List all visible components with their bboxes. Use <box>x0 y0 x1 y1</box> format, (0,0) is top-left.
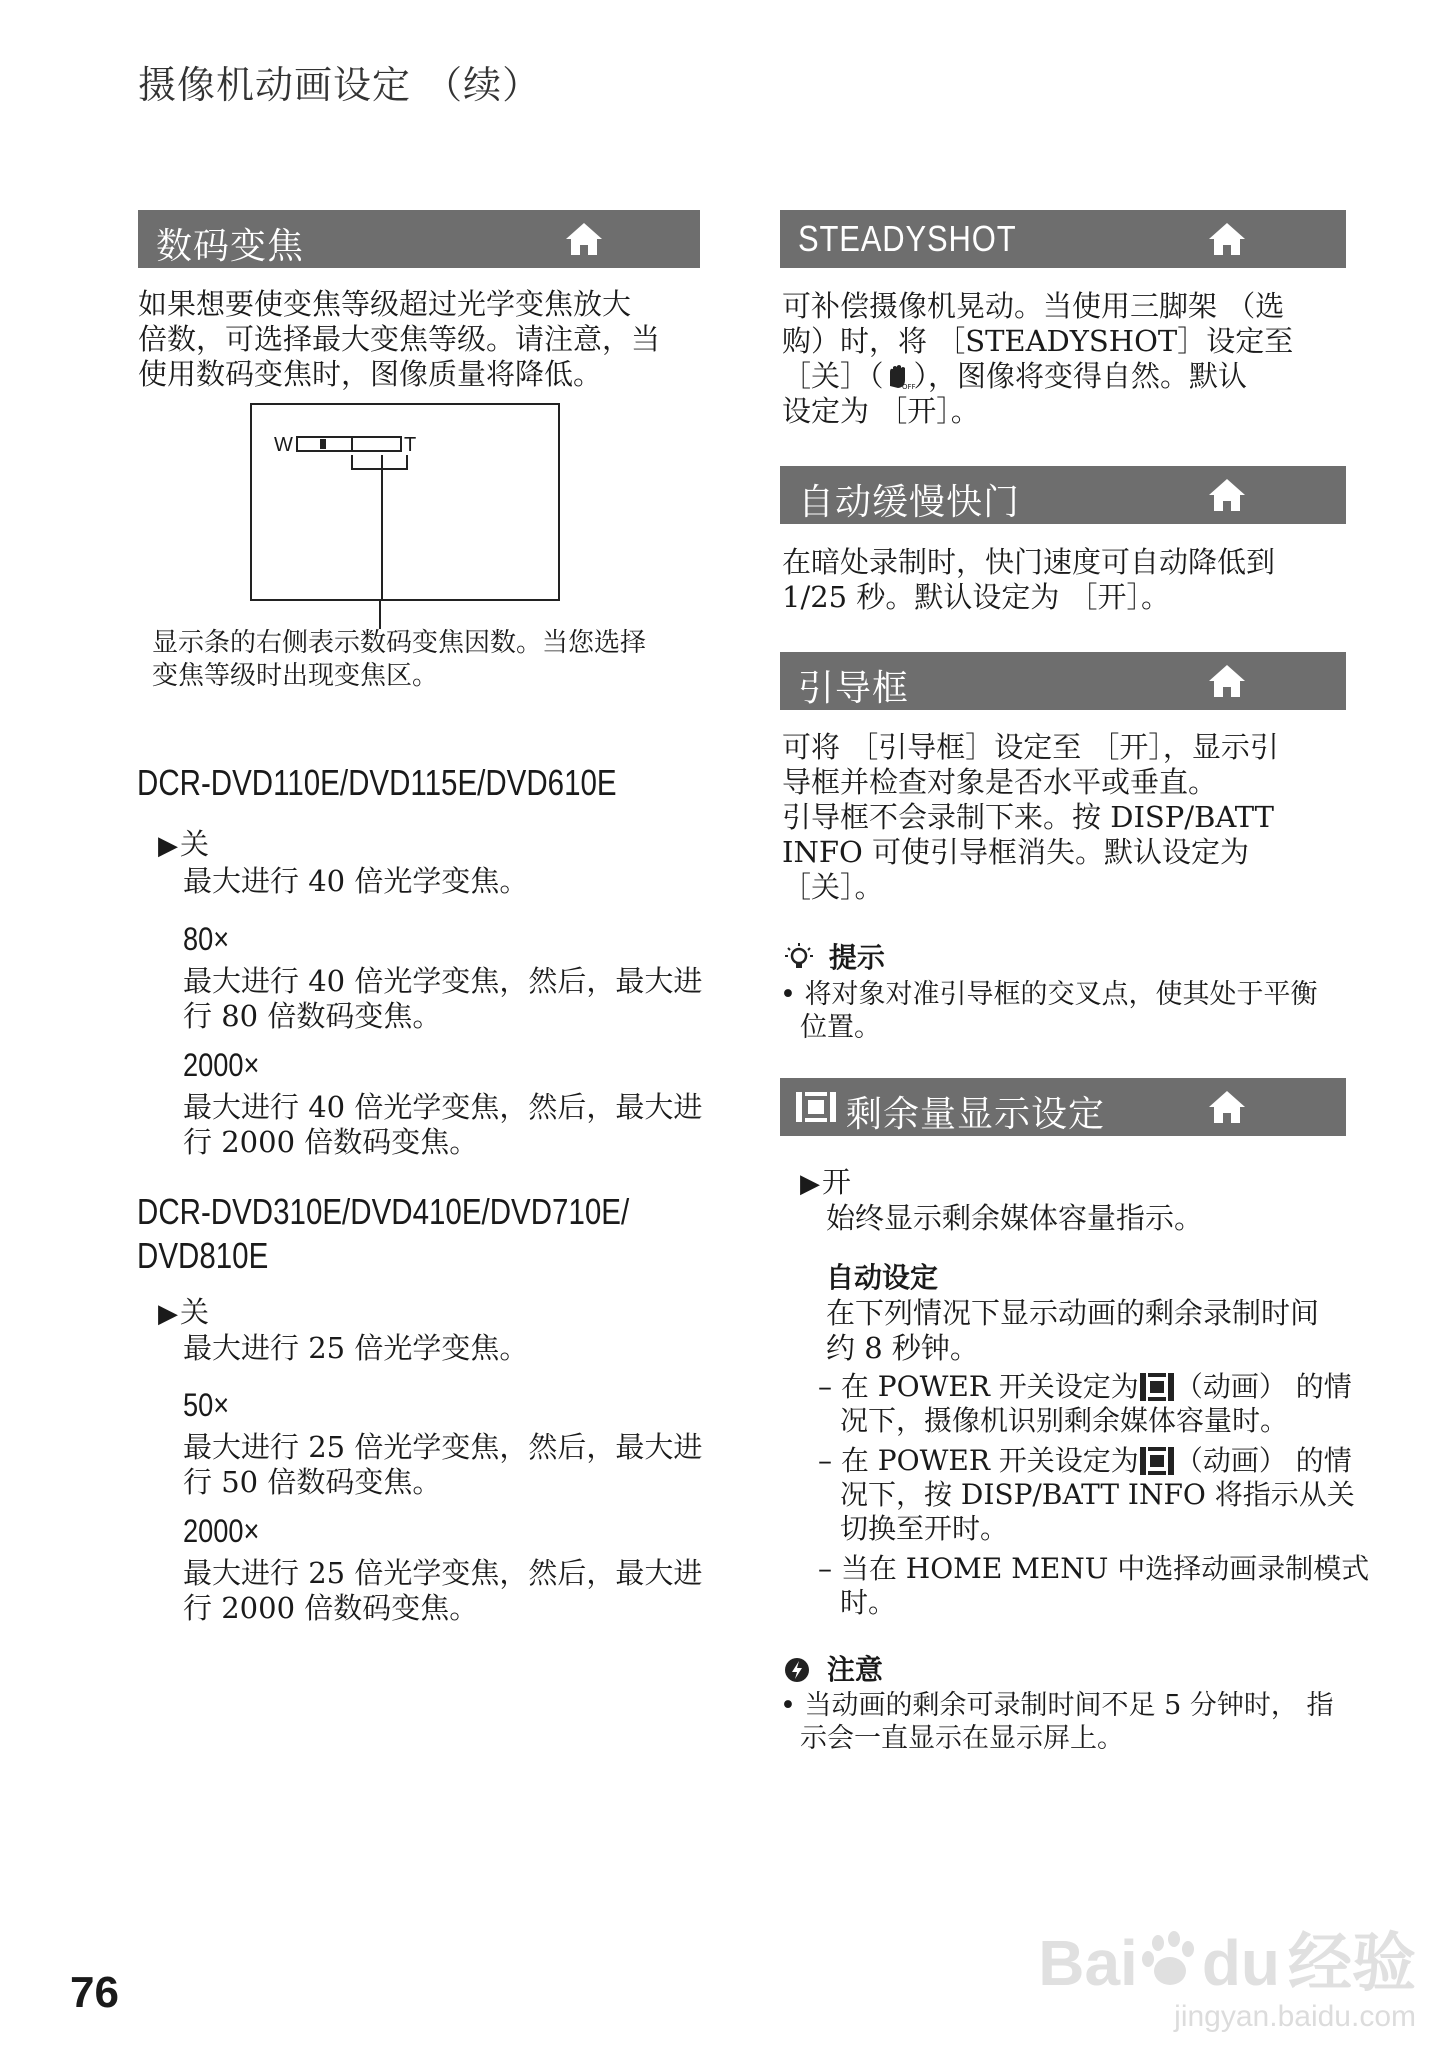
note-heading <box>784 1648 883 1688</box>
list-item <box>818 1444 1369 1546</box>
section-title-guide-frame: 引导框 <box>798 668 910 709</box>
option-desc-80x <box>183 964 702 1034</box>
text-part: （动画） 的情 <box>1174 1444 1352 1477</box>
note-text <box>780 1689 1333 1755</box>
option-off-1 <box>158 822 209 863</box>
text-part: ），图像将变得自然。默认 <box>913 359 1248 393</box>
text-line: 变焦等级时出现变焦区。 <box>152 661 439 691</box>
paw-icon <box>1138 1929 1202 1989</box>
film-icon <box>1139 1447 1175 1475</box>
text-part: 在 POWER 开关设定为 <box>840 1444 1139 1477</box>
watermark-brand: Bai <box>1038 1927 1138 1999</box>
watermark-cn: 经验 <box>1288 1927 1416 2001</box>
default-marker-icon: ▶ <box>158 1299 178 1329</box>
tip-heading <box>784 936 885 976</box>
option-desc-2000x <box>183 1090 702 1160</box>
option-desc: 始终显示剩余媒体容量指示。 <box>826 1201 1204 1235</box>
auto-slow-description <box>782 545 1275 615</box>
text-line <box>780 1689 1333 1722</box>
page-number: 76 <box>70 1968 119 2017</box>
section-bar-guide-frame <box>780 652 1346 710</box>
lightbulb-icon <box>784 942 814 972</box>
text-line: 况下，摄像机识别剩余媒体容量时。 <box>840 1404 1289 1437</box>
text-line: 使用数码变焦时，图像质量将降低。 <box>138 357 603 391</box>
text-line: 况下，按 DISP/BATT INFO 将指示从关 <box>840 1478 1355 1511</box>
text-line: 在暗处录制时，快门速度可自动降低到 <box>782 545 1276 579</box>
default-marker-icon: ▶ <box>158 831 178 861</box>
text-part: 当动画的剩余可录制时间不足 5 分钟时， 指 <box>804 1690 1334 1721</box>
text-line: 行 80 倍数码变焦。 <box>183 999 442 1033</box>
text-line: 导框并检查对象是否水平或垂直。 <box>782 765 1218 799</box>
zoom-t-label: T <box>404 434 417 456</box>
digital-zoom-description <box>138 287 660 392</box>
option-label: 关 <box>180 1295 210 1329</box>
option-label-2000x-2: 2000× <box>183 1513 260 1549</box>
text-line <box>782 359 1293 394</box>
text-part: 将对象对准引导框的交叉点，使其处于平衡 <box>804 979 1318 1010</box>
caution-icon <box>784 1657 810 1683</box>
model-heading-1: DCR-DVD110E/DVD115E/DVD610E <box>137 762 617 803</box>
section-bar-digital-zoom <box>138 210 700 268</box>
option-desc-2000x-2 <box>183 1556 702 1626</box>
text-line: 示会一直显示在显示屏上。 <box>800 1723 1124 1754</box>
section-title-steadyshot: STEADYSHOT <box>798 218 1017 259</box>
zoom-w-label: W <box>274 434 293 456</box>
text-line: 约 8 秒钟。 <box>826 1331 979 1365</box>
bullet-list-auto <box>818 1370 1369 1620</box>
text-line: 行 2000 倍数码变焦。 <box>183 1125 479 1159</box>
text-line: 最大进行 25 倍光学变焦，然后，最大进 <box>183 1556 703 1590</box>
option-desc-auto <box>826 1296 1319 1366</box>
dash-marker: – <box>818 1552 841 1585</box>
text-line <box>818 1552 1369 1586</box>
home-icon <box>1207 477 1247 513</box>
section-bar-remaining-display <box>780 1078 1346 1136</box>
tip-title: 提示 <box>828 941 885 974</box>
bullet-icon: • <box>780 979 805 1010</box>
guide-frame-description <box>782 730 1279 905</box>
text-line: 引导框不会录制下来。按 DISP/BATT <box>782 800 1274 834</box>
text-line <box>818 1370 1369 1404</box>
baidu-watermark <box>1038 1929 1416 2034</box>
option-label-80x: 80× <box>183 921 230 957</box>
home-icon <box>564 221 604 257</box>
zoom-bar-graphic <box>252 405 558 599</box>
option-label: 开 <box>822 1165 852 1199</box>
tip-text <box>780 978 1318 1044</box>
steadyshot-description <box>782 289 1293 429</box>
option-label-auto: 自动设定 <box>826 1261 939 1294</box>
text-line <box>780 978 1318 1011</box>
text-line: 最大进行 25 倍光学变焦，然后，最大进 <box>183 1430 703 1464</box>
text-line <box>818 1444 1369 1478</box>
option-off-2 <box>158 1290 209 1331</box>
text-line: 时。 <box>840 1586 897 1619</box>
option-label-50x: 50× <box>183 1387 230 1423</box>
section-bar-steadyshot <box>780 210 1346 268</box>
option-label-2000x: 2000× <box>183 1047 260 1083</box>
film-icon <box>1139 1373 1175 1401</box>
section-title-digital-zoom: 数码变焦 <box>156 226 305 267</box>
text-part: （动画） 的情 <box>1174 1370 1352 1403</box>
text-line: DVD810E <box>137 1235 269 1276</box>
option-desc: 最大进行 40 倍光学变焦。 <box>183 864 529 898</box>
text-line: 位置。 <box>800 1012 881 1043</box>
text-line: 可将 ［引导框］设定至 ［开］，显示引 <box>782 730 1279 764</box>
section-title-auto-slow-shutter: 自动缓慢快门 <box>798 482 1021 523</box>
option-desc-50x <box>183 1430 702 1500</box>
dash-marker: – <box>818 1370 841 1403</box>
text-part: 在 POWER 开关设定为 <box>840 1370 1139 1403</box>
text-line: 行 50 倍数码变焦。 <box>183 1465 442 1499</box>
option-desc: 最大进行 25 倍光学变焦。 <box>183 1331 529 1365</box>
dash-marker: – <box>818 1444 841 1477</box>
text-line: 行 2000 倍数码变焦。 <box>183 1591 479 1625</box>
text-line: 最大进行 40 倍光学变焦，然后，最大进 <box>183 1090 703 1124</box>
section-title-remaining-display: 剩余量显示设定 <box>846 1094 1106 1135</box>
text-line: 如果想要使变焦等级超过光学变焦放大 <box>138 287 632 321</box>
watermark-logo <box>1038 1927 1416 2001</box>
text-line: 显示条的右侧表示数码变焦因数。当您选择 <box>152 628 647 658</box>
text-line: 切换至开时。 <box>840 1512 1009 1545</box>
svg-text:OFF: OFF <box>901 383 916 391</box>
text-part: ［关］（ <box>782 359 884 393</box>
home-icon <box>1207 221 1247 257</box>
steadyshot-off-icon <box>884 364 914 390</box>
default-marker-icon: ▶ <box>800 1169 820 1199</box>
zoom-diagram-caption <box>152 627 646 693</box>
text-line: 1/25 秒。默认设定为 ［开］。 <box>782 580 1171 614</box>
text-line: 设定为 ［开］。 <box>782 394 980 428</box>
text-line: 购）时，将 ［STEADYSHOT］设定至 <box>782 324 1294 358</box>
text-line: DCR-DVD310E/DVD410E/DVD710E/ <box>137 1191 630 1232</box>
option-label: 关 <box>180 827 210 861</box>
watermark-url: jingyan.baidu.com <box>1174 2000 1416 2033</box>
film-icon <box>796 1092 836 1122</box>
section-bar-auto-slow-shutter <box>780 466 1346 524</box>
text-part: 当在 HOME MENU 中选择动画录制模式 <box>840 1552 1370 1585</box>
bullet-icon: • <box>780 1690 805 1721</box>
page-header-title: 摄像机动画设定 （续） <box>138 63 542 107</box>
text-line: 倍数，可选择最大变焦等级。请注意，当 <box>138 322 661 356</box>
watermark-brand2: du <box>1201 1927 1280 1999</box>
model-heading-2 <box>137 1190 629 1278</box>
text-line: 最大进行 40 倍光学变焦，然后，最大进 <box>183 964 703 998</box>
home-icon <box>1207 663 1247 699</box>
text-line: INFO 可使引导框消失。默认设定为 <box>782 835 1249 869</box>
zoom-display-diagram <box>250 403 560 601</box>
text-line: 在下列情况下显示动画的剩余录制时间 <box>826 1296 1320 1330</box>
list-item <box>818 1552 1369 1620</box>
text-line: 可补偿摄像机晃动。当使用三脚架 （选 <box>782 289 1285 323</box>
option-on <box>800 1160 851 1201</box>
note-title: 注意 <box>826 1653 883 1686</box>
home-icon <box>1207 1089 1247 1125</box>
diagram-leader-line <box>379 599 381 629</box>
text-line: ［关］。 <box>782 870 884 904</box>
list-item <box>818 1370 1369 1438</box>
